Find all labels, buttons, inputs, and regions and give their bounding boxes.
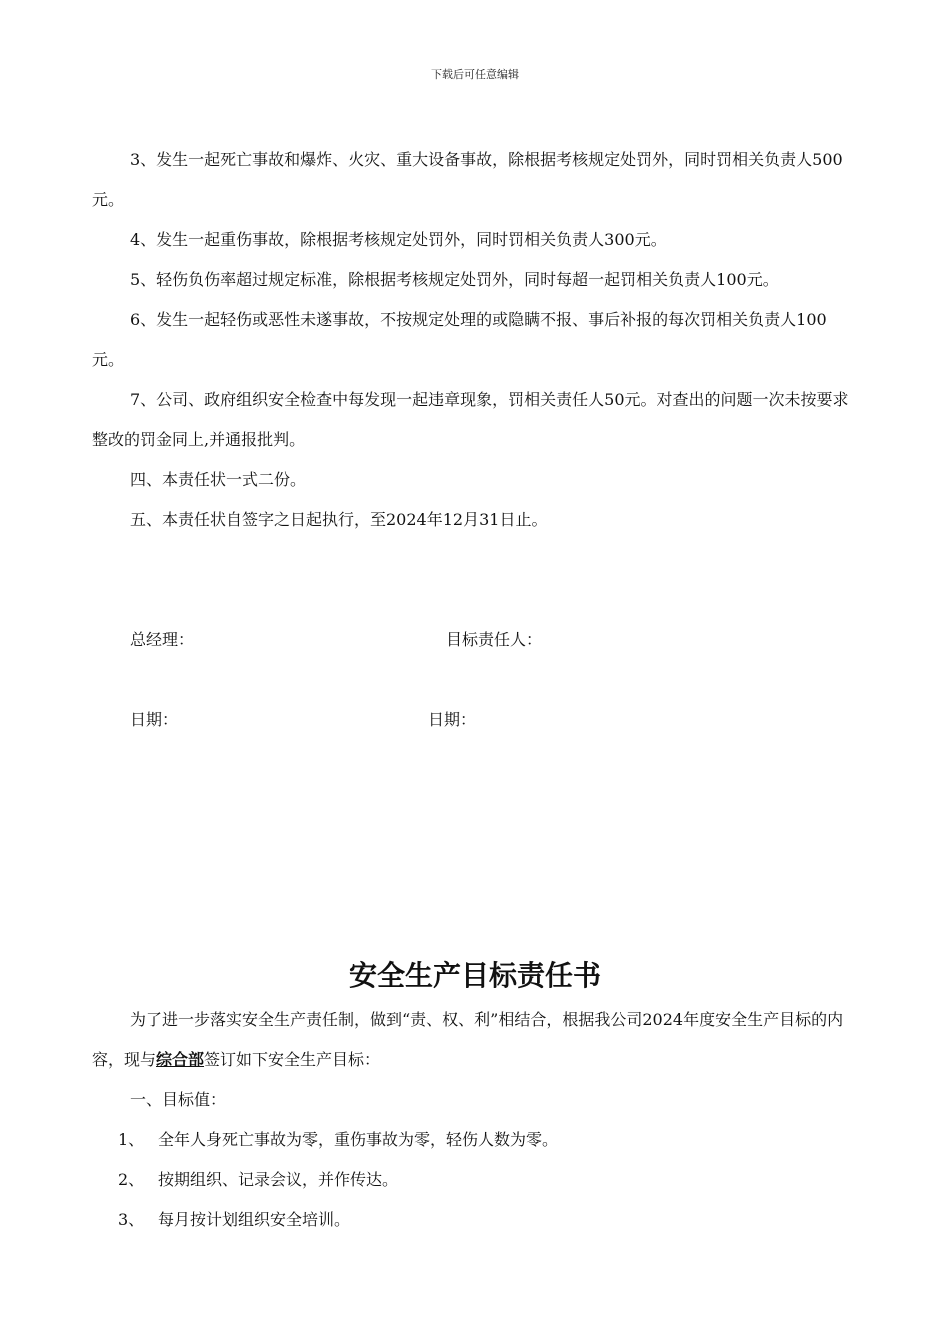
intro-text-part2: 签订如下安全生产目标： (204, 1050, 381, 1069)
paragraph-penalty-3: 3、发生一起死亡事故和爆炸、火灾、重大设备事故，除根据考核规定处罚外，同时罚相关负责人500元。 (92, 150, 843, 209)
list-item-number: 3、 (118, 1210, 145, 1229)
target-responsible-label: 目标责任人： (446, 630, 543, 649)
list-item-text: 按期组织、记录会议，并作传达。 (158, 1170, 399, 1189)
target-section (92, 1000, 858, 1240)
penalty-section (92, 140, 858, 540)
intro-text-part1: 为了进一步落实安全生产责任制，做到“责、权、利”相结合，根据我公司2024年度安全生产目标的内容，现与 (92, 1010, 844, 1069)
list-item-number: 1、 (118, 1130, 145, 1149)
paragraph-effective-date: 五、本责任状自签字之日起执行，至2024年12月31日止。 (130, 510, 548, 529)
department-name: 综合部 (156, 1050, 205, 1069)
list-item (92, 1160, 858, 1200)
date-label-left: 日期： (130, 710, 179, 729)
general-manager-label: 总经理： (130, 630, 195, 649)
list-item-text: 每月按计划组织安全培训。 (158, 1210, 351, 1229)
paragraph-penalty-6: 6、发生一起轻伤或恶性未遂事故，不按规定处理的或隐瞒不报、事后补报的每次罚相关负责人100元。 (92, 310, 827, 369)
page-header: 下载后可任意编辑 (431, 68, 519, 81)
list-item (92, 1200, 858, 1240)
list-item (92, 1120, 858, 1160)
intro-paragraph (92, 1000, 858, 1080)
list-item-number: 2、 (118, 1170, 145, 1189)
paragraph-copies: 四、本责任状一式二份。 (130, 470, 307, 489)
paragraph-penalty-4: 4、发生一起重伤事故，除根据考核规定处罚外，同时罚相关负责人300元。 (130, 230, 667, 249)
target-heading: 一、目标值： (130, 1090, 227, 1109)
document-title: 安全生产目标责任书 (348, 959, 601, 992)
paragraph-penalty-7: 7、公司、政府组织安全检查中每发现一起违章现象，罚相关责任人50元。对查出的问题一次未按要求整改的罚金同上,并通报批判。 (92, 390, 849, 449)
date-label-right: 日期： (428, 710, 477, 729)
list-item-text: 全年人身死亡事故为零，重伤事故为零，轻伤人数为零。 (158, 1130, 559, 1149)
paragraph-penalty-5: 5、轻伤负伤率超过规定标准，除根据考核规定处罚外，同时每超一起罚相关负责人100元。 (130, 270, 779, 289)
